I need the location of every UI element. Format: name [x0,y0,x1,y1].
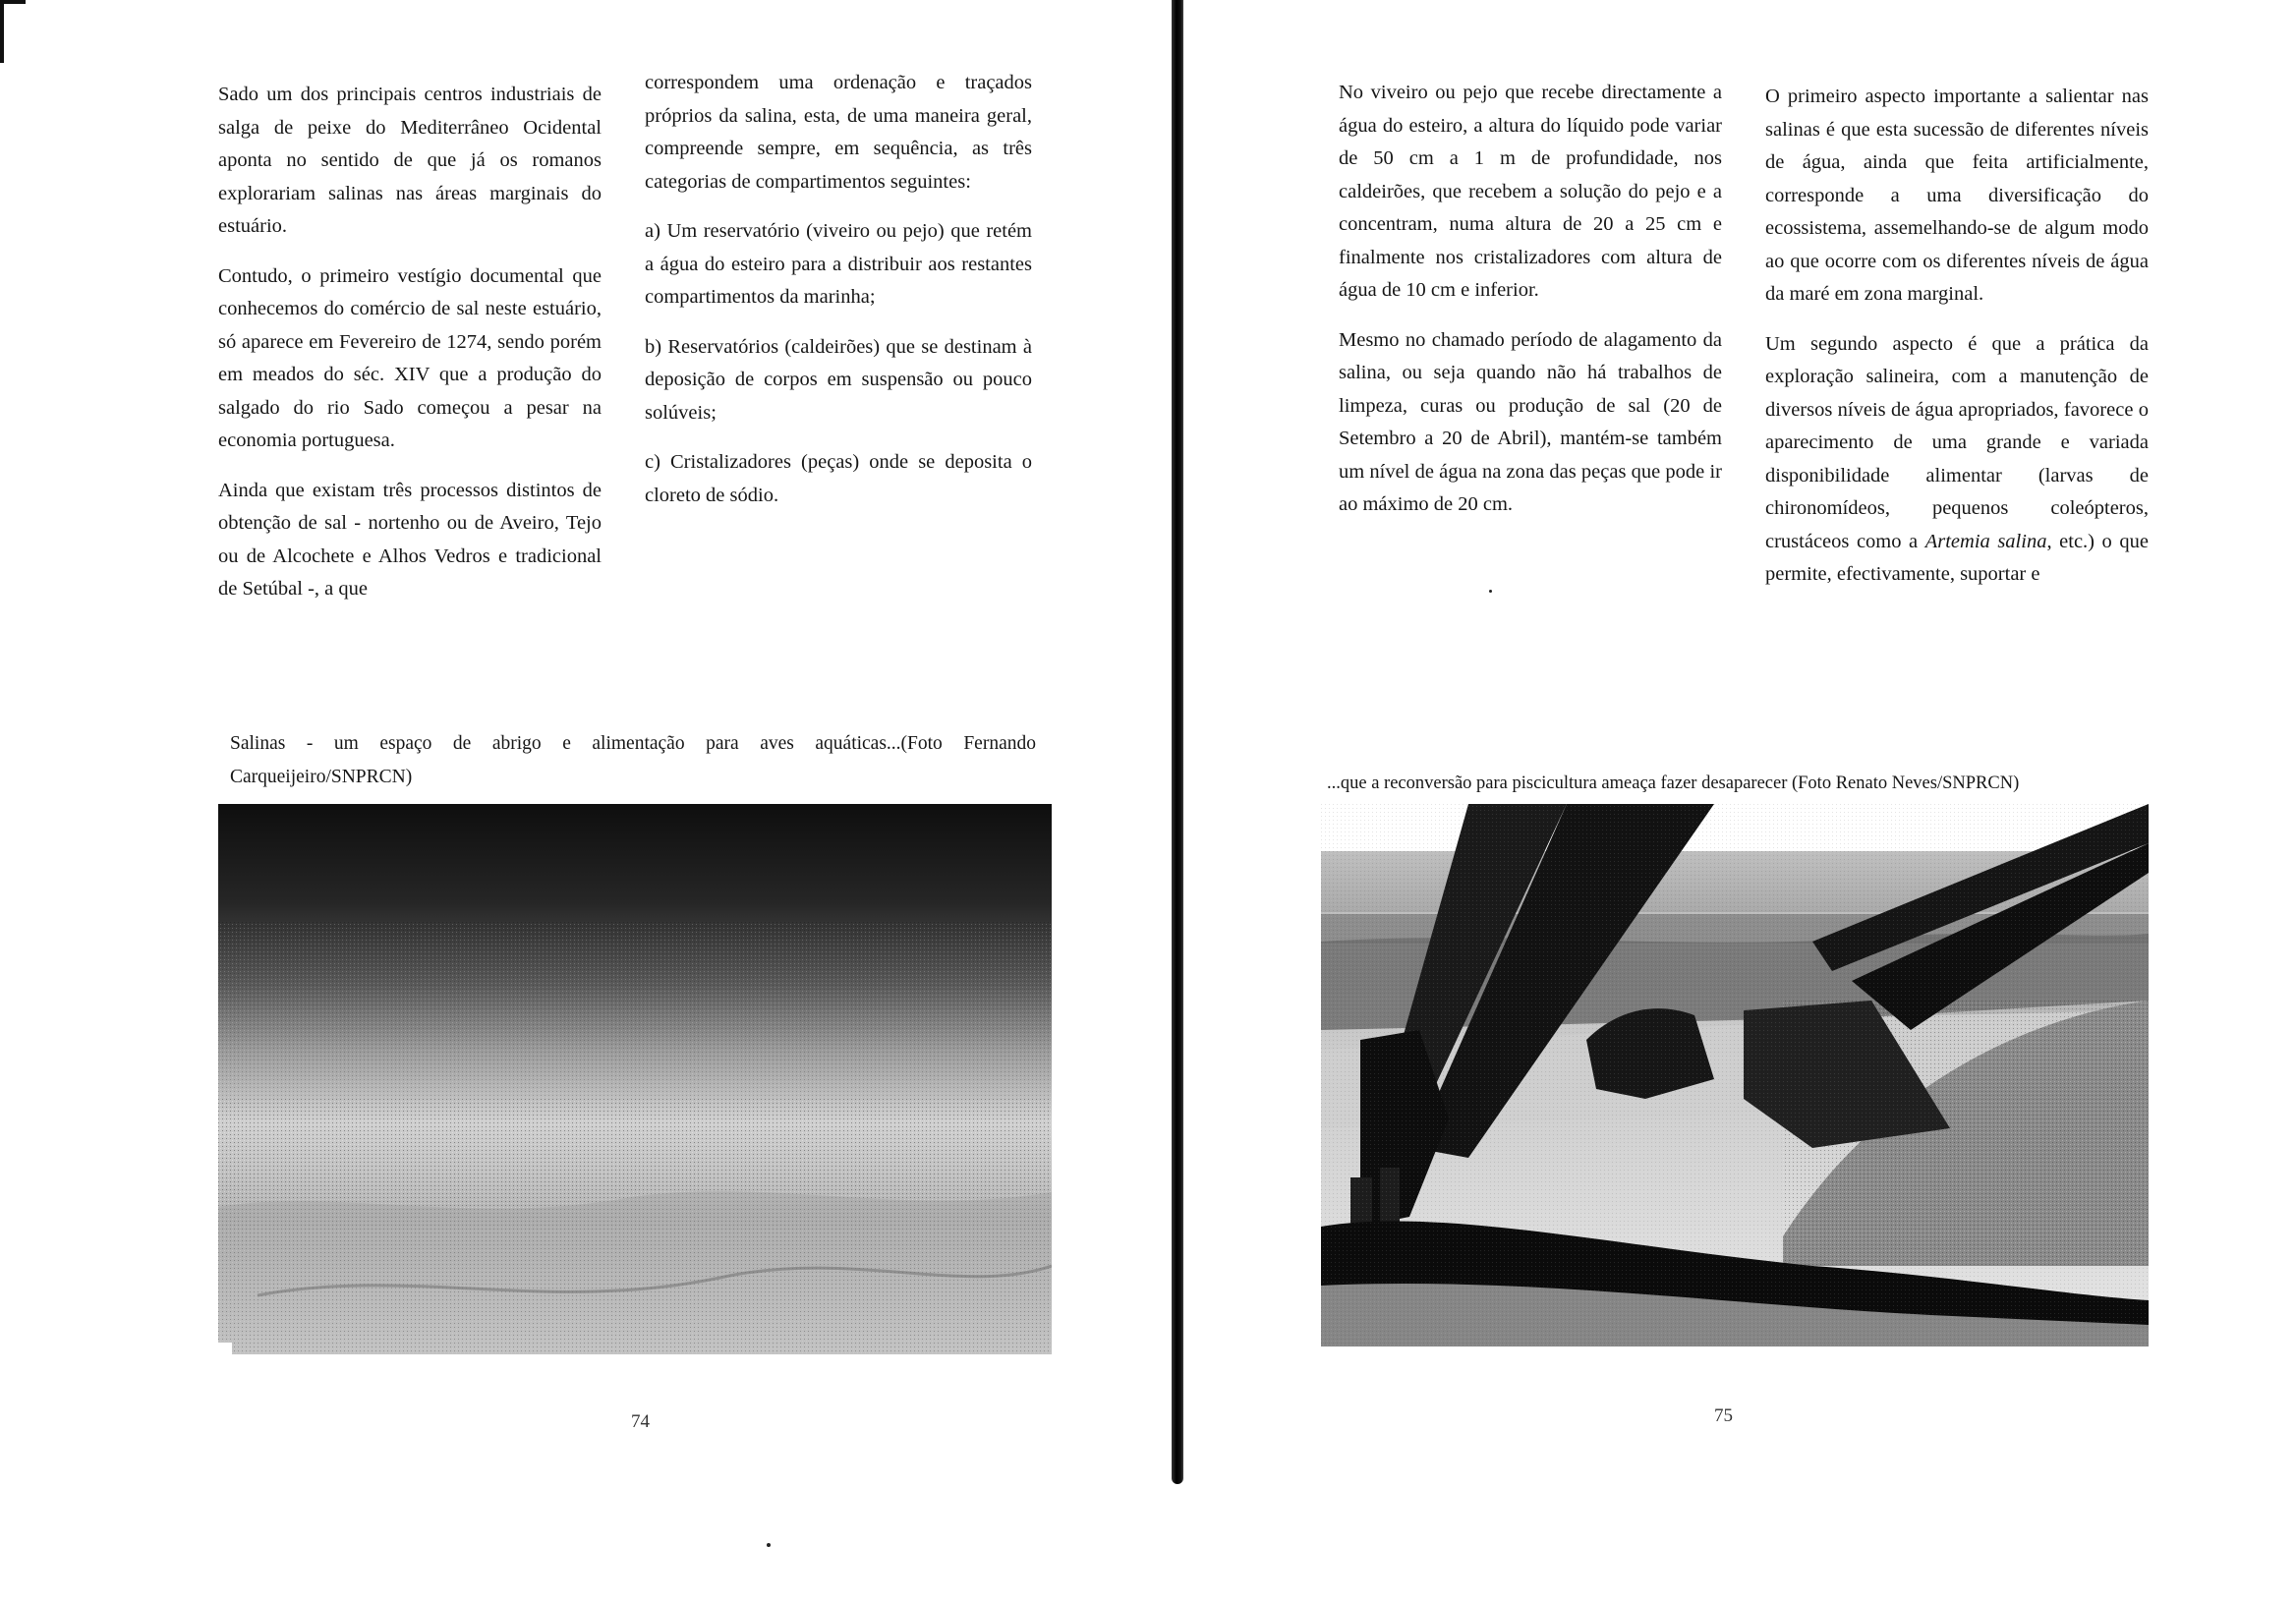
text-run: , etc.) o que permite, efectivamente, suportar e [1765,530,2149,585]
paragraph [1765,328,2149,592]
right-page-column-1 [1339,77,1722,539]
list-item: b) Reservatórios (caldeirões) que se destinam à deposição de corpos em suspensão ou pouco solúveis; [645,335,1032,424]
right-page-column-2 [1765,81,2149,608]
scan-speck [767,1543,771,1547]
left-page-column-1 [218,79,602,623]
list-item: c) Cristalizadores (peças) onde se deposita o cloreto de sódio. [645,451,1032,506]
left-photo-caption: Salinas - um espaço de abrigo e alimentação para aves aquáticas...(Foto Fernando Carqueijeiro/SNPRCN) [230,733,1036,787]
species-name: Artemia salina [1924,530,2047,552]
list-item: a) Um reservatório (viveiro ou pejo) que retém a água do esteiro para a distribuir aos restantes compartimentos da marinha; [645,220,1032,308]
paragraph: O primeiro aspecto importante a salientar nas salinas é que esta sucessão de diferentes níveis de água, ainda que feita artificialmente, corresponde a uma diversificação do ecossistema, assemelhando-se de algum modo ao que ocorre com os diferentes níveis de água da maré em zona marginal. [1765,86,2149,305]
left-page-column-2 [645,67,1032,529]
paragraph: Contudo, o primeiro vestígio documental que conhecemos do comércio de sal neste estuário, só aparece em Fevereiro de 1274, sendo porém em meados do séc. XIV que a produção do salgado do rio Sado começou a pesar na economia portuguesa. [218,264,602,451]
paragraph: Ainda que existam três processos distintos de obtenção de sal - nortenho ou de Aveiro, Tejo ou de Alcochete e Alhos Vedros e tradicional de Setúbal -, a que [218,479,602,600]
right-photo-caption: ...que a reconversão para piscicultura ameaça fazer desaparecer (Foto Renato Neves/SNPRCN) [1327,773,2020,793]
text-run: Um segundo aspecto é que a prática da exploração salineira, com a manutenção de diversos níveis de água apropriados, favorece o aparecimento de uma grande e variada disponibilidade alimentar (larvas de chironomídeos, pequenos coleópteros, crustáceos como a [1765,332,2149,552]
scan-corner-mark [0,0,26,63]
paragraph: Mesmo no chamado período de alagamento da salina, ou seja quando não há trabalhos de limpeza, curas ou produção de sal (20 de Setembro a 20 de Abril), mantém-se também um nível de água na zona das peças que pode ir ao máximo de 20 cm. [1339,328,1722,515]
page-number: 75 [1714,1405,1733,1426]
paragraph: Sado um dos principais centros industriais de salga de peixe do Mediterrâneo Ocidental aponta no sentido de que já os romanos explorariam salinas nas áreas marginais do estuário. [218,84,602,237]
scan-speck [1489,590,1492,593]
excavator-photo [1321,804,2149,1346]
paragraph: correspondem uma ordenação e traçados próprios da salina, esta, de uma maneira geral, compreende sempre, em sequência, as três categorias de compartimentos seguintes: [645,72,1032,193]
salinas-photo [218,804,1052,1354]
paragraph: No viveiro ou pejo que recebe directamente a água do esteiro, a altura do líquido pode variar de 50 cm a 1 m de profundidade, nos caldeirões, que recebem a solução do pejo e a concentram, numa altura de 20 a 25 cm e finalmente nos cristalizadores com altura de água de 10 cm e inferior. [1339,82,1722,301]
book-spine-shadow [1172,0,1183,1484]
page-number: 74 [631,1411,650,1432]
